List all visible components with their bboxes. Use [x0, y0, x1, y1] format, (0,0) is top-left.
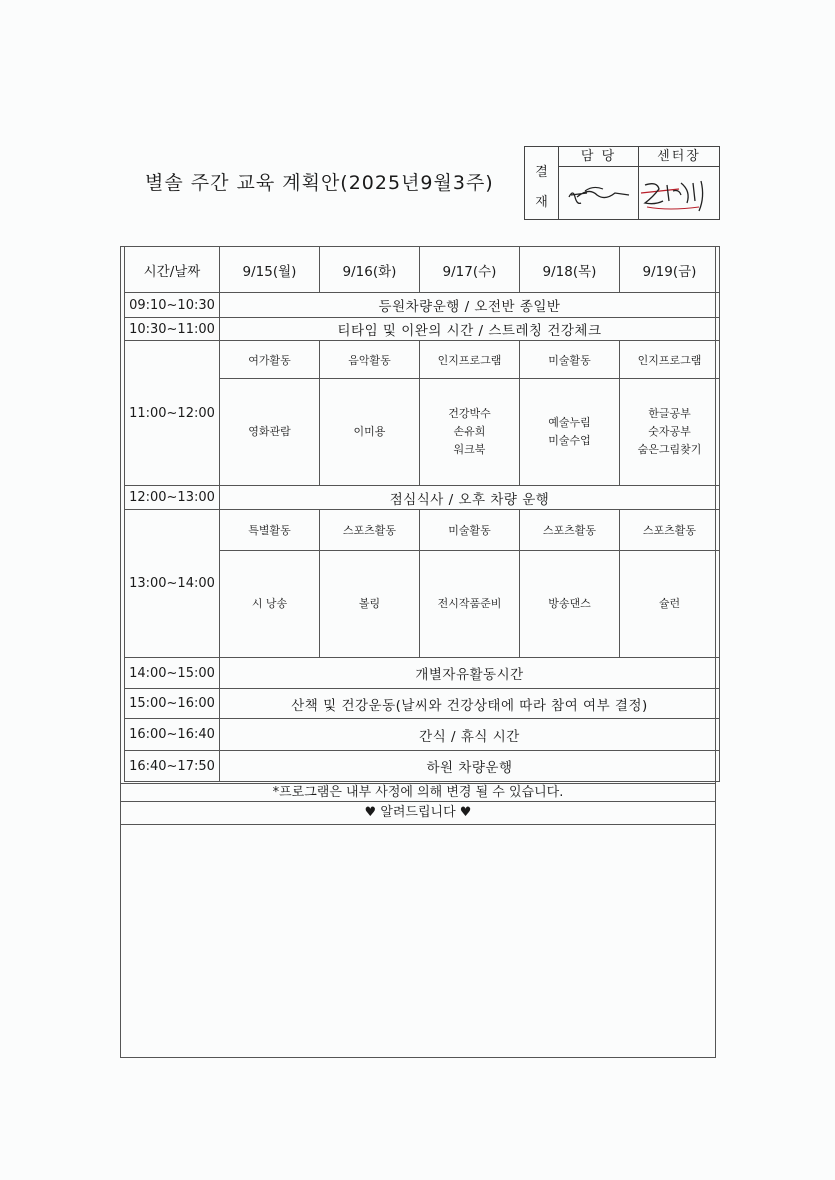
table-row	[125, 510, 720, 551]
table-row	[125, 719, 720, 751]
category-cell: 스포츠활동	[620, 510, 720, 551]
table-row	[125, 293, 720, 318]
activity-cell: 볼링	[320, 551, 420, 658]
category-cell: 스포츠활동	[320, 510, 420, 551]
category-cell: 음악활동	[320, 341, 420, 379]
time-cell: 09:10~10:30	[125, 293, 220, 318]
category-cell: 인지프로그램	[420, 341, 520, 379]
category-cell: 미술활동	[420, 510, 520, 551]
time-cell: 15:00~16:00	[125, 689, 220, 719]
approval-header-director: 센터장	[639, 147, 719, 167]
approval-side-label-2: 재	[535, 195, 548, 210]
table-row	[125, 689, 720, 719]
time-cell: 16:00~16:40	[125, 719, 220, 751]
approval-header-manager: 담 당	[559, 147, 638, 167]
table-row	[125, 318, 720, 341]
day-header-tue: 9/16(화)	[320, 247, 420, 293]
category-cell: 여가활동	[220, 341, 320, 379]
schedule-cell: 개별자유활동시간	[220, 658, 720, 689]
activity-line: 미술수업	[548, 434, 591, 447]
time-date-header: 시간/날짜	[125, 247, 220, 293]
activity-line: 영화관람	[248, 425, 291, 438]
activity-cell: 방송댄스	[520, 551, 620, 658]
approval-box	[524, 146, 720, 220]
activity-cell	[520, 379, 620, 486]
notice-row: *프로그램은 내부 사정에 의해 변경 될 수 있습니다.	[120, 783, 716, 802]
category-cell: 인지프로그램	[620, 341, 720, 379]
category-cell: 스포츠활동	[520, 510, 620, 551]
category-cell: 특별활동	[220, 510, 320, 551]
table-header-row	[125, 247, 720, 293]
table-row	[125, 751, 720, 782]
approval-side-label-1: 결	[535, 165, 548, 180]
day-header-fri: 9/19(금)	[620, 247, 720, 293]
activity-cell	[420, 379, 520, 486]
time-cell: 11:00~12:00	[125, 341, 220, 486]
page-title: 별솔 주간 교육 계획안(2025년9월3주)	[145, 172, 494, 194]
time-cell: 12:00~13:00	[125, 486, 220, 510]
table-row	[125, 486, 720, 510]
weekly-plan-table	[124, 246, 720, 782]
activity-line: 손유희	[453, 425, 486, 438]
approval-column-manager	[559, 147, 639, 219]
activity-line: 숫자공부	[648, 425, 691, 438]
table-row	[125, 341, 720, 379]
activity-cell	[620, 379, 720, 486]
schedule-cell: 티타임 및 이완의 시간 / 스트레칭 건강체크	[220, 318, 720, 341]
time-cell: 14:00~15:00	[125, 658, 220, 689]
activity-cell	[220, 379, 320, 486]
manager-signature	[559, 167, 639, 219]
day-header-mon: 9/15(월)	[220, 247, 320, 293]
schedule-cell: 간식 / 휴식 시간	[220, 719, 720, 751]
activity-line: 숨은그림찾기	[637, 443, 702, 456]
schedule-cell: 하원 차량운행	[220, 751, 720, 782]
schedule-cell: 점심식사 / 오후 차량 운행	[220, 486, 720, 510]
director-signature	[639, 167, 719, 219]
activity-cell: 슐런	[620, 551, 720, 658]
time-cell: 13:00~14:00	[125, 510, 220, 658]
day-header-thu: 9/18(목)	[520, 247, 620, 293]
activity-cell	[320, 379, 420, 486]
activity-line: 이미용	[353, 425, 386, 438]
table-row	[125, 658, 720, 689]
activity-cell: 시 낭송	[220, 551, 320, 658]
activity-cell: 전시작품준비	[420, 551, 520, 658]
time-cell: 10:30~11:00	[125, 318, 220, 341]
activity-line: 건강박수	[448, 407, 491, 420]
announcement-row: ♥ 알려드립니다 ♥	[120, 802, 716, 825]
time-cell: 16:40~17:50	[125, 751, 220, 782]
category-cell: 미술활동	[520, 341, 620, 379]
activity-line: 한글공부	[648, 407, 691, 420]
activity-line: 워크북	[453, 443, 486, 456]
schedule-cell: 등원차량운행 / 오전반 종일반	[220, 293, 720, 318]
approval-side-label	[525, 147, 559, 219]
day-header-wed: 9/17(수)	[420, 247, 520, 293]
approval-column-director	[639, 147, 719, 219]
schedule-cell: 산책 및 건강운동(날씨와 건강상태에 따라 참여 여부 결정)	[220, 689, 720, 719]
activity-line: 예술누림	[548, 416, 591, 429]
